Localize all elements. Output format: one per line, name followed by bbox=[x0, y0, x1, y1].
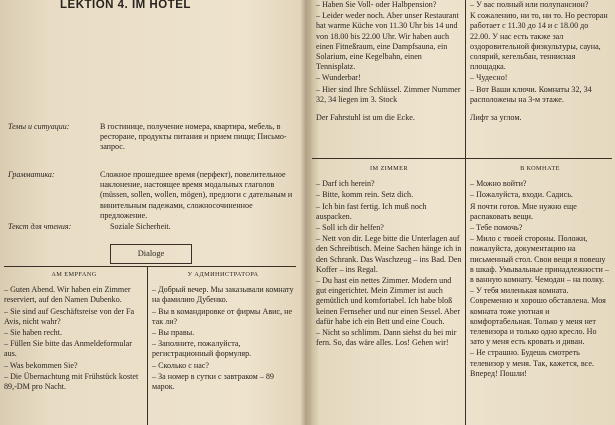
dialog-line: – Сколько с нас? bbox=[152, 360, 209, 370]
dialog-line: – Не страшно. Будешь смотреть телевизор у меня. Так, кажется, все. Вперед! Пошли! bbox=[470, 348, 594, 378]
dialog2-de-heading: IM ZIMMER bbox=[369, 165, 409, 172]
dialog-line: – Sie haben recht. bbox=[4, 328, 62, 338]
reading-label: Текст для чтения: bbox=[8, 222, 72, 231]
dialog1-cont-german bbox=[316, 0, 462, 124]
dialog-line: – Füllen Sie bitte das Anmeldeformular aus. bbox=[4, 339, 132, 359]
themes-label: Темы и ситуации: bbox=[8, 122, 70, 131]
lesson-title: LEKTION 4. IM HOTEL bbox=[60, 0, 191, 11]
dialog-line: – Вот Ваши ключи. Комнаты 32, 34 расположены на 3-м этаже. bbox=[470, 84, 592, 104]
dialog-line: – Leider weder noch. Aber unser Restaurant hat warme Küche von 11.30 Uhr bis 14 und von 18.00 bis 22.00 Uhr. Wir haben auch einen Fitneßraum, eine Dampfsauna, ein Solarium, eine Kegelbahn, einen Tennisplatz. bbox=[316, 11, 459, 72]
dialog-line: – Hier sind Ihre Schlüssel. Zimmer Nummer 32, 34 liegen im 3. Stock bbox=[316, 84, 461, 104]
dialog-line: – Тебе помочь? bbox=[470, 223, 523, 233]
dialog-line: К сожалению, ни то, ни то. Но ресторан работает с 11.30 до 14 и с 18.00 до 22.00. У нас есть также зал оздоровительной физкультуры, сауна, солярий, кегельбан, теннисная площадка. bbox=[470, 11, 608, 72]
dialog-line: – Добрый вечер. Мы заказывали комнату на фамилию Дубенко. bbox=[152, 285, 294, 305]
dialog-line: – Bitte, komm rein. Setz dich. bbox=[316, 190, 414, 200]
dialog-line: – Можно войти? bbox=[470, 179, 527, 189]
column-divider bbox=[147, 266, 148, 425]
dialog-box: Dialoge bbox=[110, 244, 192, 264]
dialog1-russian-column bbox=[152, 270, 294, 393]
dialog1-german-column bbox=[4, 270, 144, 393]
dialog-line: – Guten Abend. Wir haben ein Zimmer reserviert, auf den Namen Dubenko. bbox=[4, 285, 131, 305]
right-column-divider bbox=[465, 0, 466, 425]
dialog1-cont-russian bbox=[470, 0, 610, 124]
reading-text: Soziale Sicherheit. bbox=[110, 222, 171, 231]
dialog-line: Я почти готов. Мне нужно еще распаковать вещи. bbox=[470, 201, 577, 221]
dialog1-ru-heading: У АДМИНИСТРАТОРА bbox=[187, 271, 259, 278]
dialog-line: – Du hast ein nettes Zimmer. Modern und gut eingerichtet. Mein Zimmer ist auch gemütlich und komfortabel. Ich habe bloß keinen Fernseher und nur einen Sessel. Aber dafür habe ich ein Bett und eine Couch. bbox=[316, 276, 461, 326]
dialog-line: – Wunderbar! bbox=[316, 73, 361, 83]
dialog-line: – Чудесно! bbox=[470, 73, 508, 83]
dialog-line: – Nicht so schlimm. Dann siehst du bei mir fern. So, das wäre alles. Los! Gehen wir! bbox=[316, 328, 457, 348]
dialog-line: – Ich bin fast fertig. Ich muß noch auspacken. bbox=[316, 201, 427, 221]
dialog-line: Лифт за углом. bbox=[470, 113, 522, 123]
dialog-line: – Пожалуйста, входи. Садись. bbox=[470, 190, 573, 200]
right-page bbox=[310, 0, 615, 425]
dialog-line: – Was bekommen Sie? bbox=[4, 360, 78, 370]
dialog-line: – За номер в сутки с завтраком – 89 марок. bbox=[152, 371, 274, 392]
dialog-line: – Darf ich herein? bbox=[316, 179, 375, 189]
left-page bbox=[0, 0, 302, 425]
grammar-text: Сложное прошедшее время (перфект), повелительное наклонение, настоящее время модальных глаголов (müssen, sollen, wollen, mögen), предлоги с дательным и винительным падежами, сложносочиненное предложение. bbox=[100, 170, 293, 220]
dialog-line: Der Fahrstuhl ist um die Ecke. bbox=[316, 113, 415, 123]
dialog-line: – Haben Sie Voll- oder Halbpension? bbox=[316, 0, 437, 9]
dialog-line: – Заполните, пожалуйста, регистрационный формуляр. bbox=[152, 339, 252, 359]
dialog-line: – У вас полный или полупансион? bbox=[470, 0, 589, 9]
table-top-rule bbox=[4, 266, 296, 267]
dialog-line: – Вы в командировке от фирмы Авис, не так ли? bbox=[152, 306, 293, 326]
dialog-line: – Die Übernachtung mit Frühstück kostet 89,-DM pro Nacht. bbox=[4, 371, 139, 392]
dialog2-russian-column bbox=[470, 164, 610, 380]
grammar-label: Грамматика: bbox=[8, 170, 55, 179]
dialog1-de-heading: AM EMPFANG bbox=[51, 271, 97, 278]
dialog-line: – Мило с твоей стороны. Положи, пожалуйста, документацию на письменный стол. Свои вещи я повешу в шкаф. Умывальные принадлежности – в ванную комнату. Чемодан – на полку. bbox=[470, 234, 609, 285]
dialog-line: – Nett von dir. Lege bitte die Unterlagen auf den Schreibtisch. Meine Sachen hänge ich in den Schrank. Das Waschzeug – ins Bad. Den Koffer – ins Regal. bbox=[316, 234, 462, 274]
themes-text: В гостинице, получение номера, квартира, мебель, в ресторане, продукты питания и прием пищи; Письмо-запрос. bbox=[100, 122, 287, 152]
dialog-line: – Soll ich dir helfen? bbox=[316, 223, 384, 233]
dialog-line: – Вы правы. bbox=[152, 328, 195, 338]
dialog2-ru-heading: В КОМНАТЕ bbox=[520, 165, 560, 172]
dialog-line: – Sie sind auf Geschäftsreise von der Fa Avis, nicht wahr? bbox=[4, 306, 135, 326]
dialog2-german-column bbox=[316, 164, 462, 349]
section2-top-rule bbox=[312, 158, 612, 159]
dialog-line: – У тебя миленькая комната. Современно и хорошо обставлена. Моя комната тоже уютная и комфортабельная. Только у меня нет телевизора и только одно кресло. Но зато у меня есть кровать и диван. bbox=[470, 286, 606, 347]
